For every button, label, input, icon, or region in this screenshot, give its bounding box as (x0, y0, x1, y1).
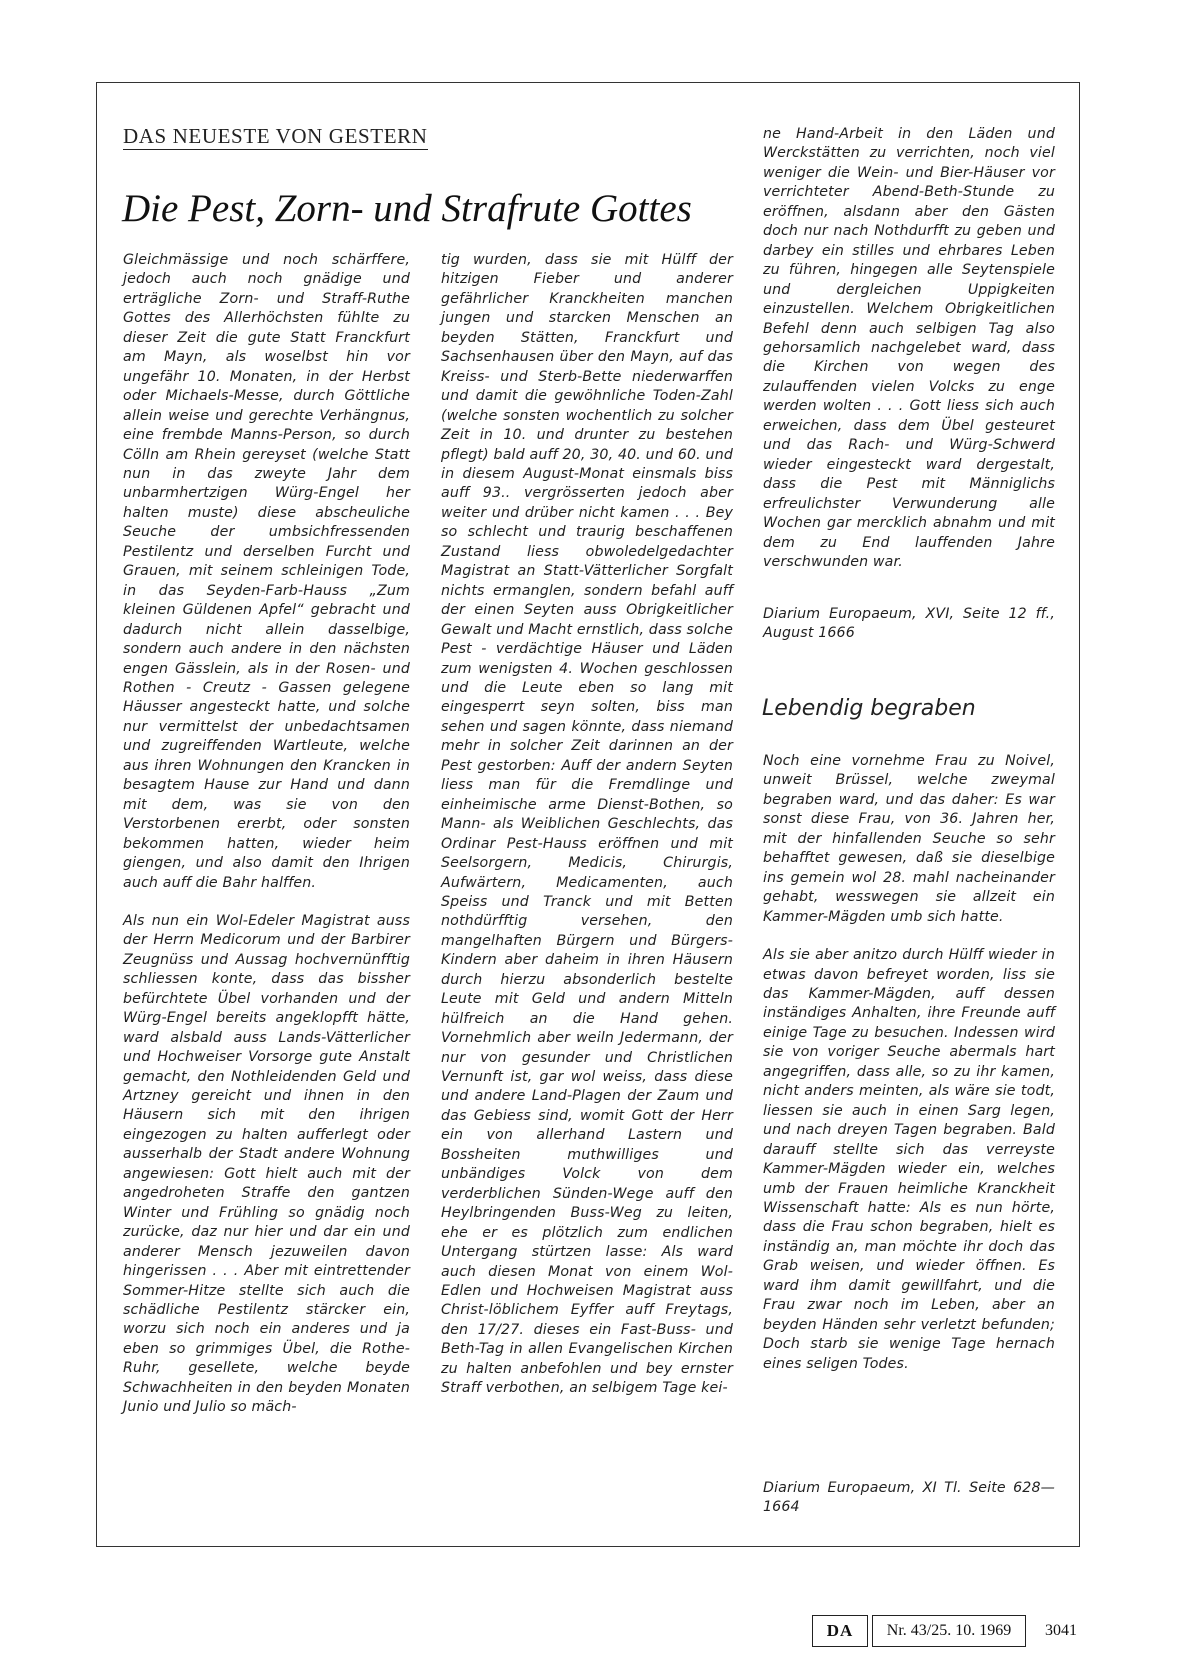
second-article-source: Diarium Europaeum, XI Tl. Seite 628—1664 (763, 1480, 1055, 1516)
second-article-body (763, 752, 1055, 1374)
page-number: 3041 (1045, 1622, 1077, 1639)
article-paragraph: Gleichmässige und noch schärffere, jedoch auch noch gnädige und erträgliche Zorn- und Straff-Ruthe Gottes des Allerhöchsten fühlte zu dieser Zeit die gute Statt Franckfurt am Mayn, als woselbst hin vor ungefähr 10. Monaten, in der Herbst oder Michaels-Messe, durch Göttliche allein weise und gerechte Verhängnus, eine frembde Manns-Person, so durch Cölln am Rhein gereyset (welche Statt nun in das zweyte Jahr dem unbarmhertzigen Würg-Engel her halten muste) diese abscheuliche Seuche der umbsichfressenden Pestilentz und derselben Furcht und Grauen, mit seinem schleinigen Tode, in das Seyden-Farb-Hauss „Zum kleinen Güldenen Apfel“ gebracht und dadurch nicht allein dasselbige, sondern auch andere in den nächsten engen Gässlein, als in der Rosen- und Rothen - Creutz - Gassen gelegene Häusser angesteckt hatte, und solche nur vermittelst der unbedachtsamen und zugreiffenden Wartleute, welche aus ihren Wohnungen den Krancken in besagtem Hause zur Hand und dann mit dem, was sie von den Verstorbenen ererbt, oder sonsten bekommen hatten, wieder heim giengen, und also damit den Ihrigen auch auff die Bahr halffen. (123, 252, 410, 891)
magazine-logo: DA (812, 1615, 868, 1647)
second-article-title: Lebendig begraben (762, 696, 976, 721)
article-paragraph: Noch eine vornehme Frau zu Noivel, unweit Brüssel, welche zweymal begraben ward, und das daher: Es war sonst diese Frau, von 36. Jahren her, mit der hinfallenden Seuche so sehr behafftet gewesen, daß sie dieselbige ins gemein wol 28. mahl nacheinander gehabt, wesswegen sie allzeit ein Kammer-Mägden umb sich hatte. (763, 753, 1055, 925)
article-column-3 (763, 125, 1055, 572)
article-column-2 (441, 251, 733, 1399)
article-paragraph: tig wurden, dass sie mit Hülff der hitzigen Fieber und anderer gefährlicher Kranckheiten manchen jungen und starcken Menschen an beyden Stätten, Franckfurt und Sachsenhausen über den Mayn, auf das Kreiss- und Sterb-Bette niederwarffen und damit die gewöhnliche Toden-Zahl (welche sonsten wochentlich zu solcher Zeit in 10. und drunter zu bestehen pflegt) bald auff 20, 30, 40. und 60. und in diesem August-Monat einsmals biss auff 93.. vergrösserten jedoch aber weiter und drüber nicht kamen . . . Bey so schlecht und traurig beschaffenen Zustand liess obwoledelgedachter Magistrat an Statt-Vätterlicher Sorgfalt nichts ermanglen, sondern befahl auff der einen Seyten auss Obrigkeitlicher Gewalt und Macht ernstlich, dass solche Pest - verdächtige Häuser und Läden zum wenigsten 4. Wochen geschlossen und die Leute eben so lang mit eingesperrt seyn solten, biss man sehen und sagen könnte, dass niemand mehr in solcher Zeit darinnen an der Pest gestorben: Auff der andern Seyten liess man für die Fremdlinge und einheimische arme Dienst-Bothen, so Mann- als Weiblichen Geschlechts, das Ordinar Pest-Hauss eröffnen und mit Seelsorgern, Medicis, Chirurgis, Aufwärtern, Medicamenten, auch Speiss und Tranck und mit Betten nothdürfftig versehen, den mangelhaften Bürgern und Bürgers-Kindern aber daheim in ihren Häusern durch hierzu absonderlich bestelte Leute mit Geld und andern Mitteln hülfreich an die Hand gehen. Vornehmlich aber weiln Jedermann, der nur von gesunder und Christlichen Vernunft ist, gar wol weiss, dass diese und andere Land-Plagen der Zaum und das Gebiess sind, womit Gott der Herr ein von allerhand Lastern und Bossheiten muthwilliges und unbändiges Volck von dem verderblichen Sünden-Wege auff den Heylbringenden Buss-Weg zu leiten, ehe er es plötzlich zum endlichen Untergang stürtzen lasse: Als ward auch diesen Monat von einem Wol-Edlen und Hochweisen Magistrat auss Christ-löblichem Eyffer auff Freytags, den 17/27. dieses ein Fast-Buss- und Beth-Tag in allen Evangelischen Kirchen zu halten anbefohlen und bey ernster Straff verbothen, an selbigem Tage kei- (441, 252, 733, 1397)
article-paragraph: Als nun ein Wol-Edeler Magistrat auss der Herrn Medicorum und der Barbirer Zeugnüss und Aussag hochvernünfftig schliessen konte, dass das bissher befürchtete Übel vorhanden und der Würg-Engel bereits angeklopfft hätte, ward alsbald auss Lands-Vätterlicher und Hochweiser Vorsorge gute Anstalt gemacht, den Nothleidenden Geld und Artzney gereicht und ihnen in den Häusern sich mit den ihrigen eingezogen zu halten aufferlegt oder ausserhalb der Stadt andere Wohnung angewiesen: Gott hielt auch mit der angedroheten Straffe den gantzen Winter und Frühling so gnädig noch zurücke, daz nur hier und dar ein und anderer Mensch jezuweilen davon hingerissen . . . Aber mit eintrettender Sommer-Hitze stellte sich auch die schädliche Pestilentz stärcker ein, worzu sich noch ein anderes und ja eben so grimmiges Übel, die Rothe-Ruhr, gesellete, welche beyde Schwachheiten in den beyden Monaten Junio und Julio so mäch- (123, 912, 410, 1416)
article-column-1 (123, 251, 410, 1418)
article-paragraph: ne Hand-Arbeit in den Läden und Werckstätten zu verrichten, noch viel weniger die Wein- und Bier-Häuser vor verrichteter Abend-Beth-Stunde zu eröffnen, alsdann aber den Gästen doch nur nach Nothdurfft zu geben und darbey ein stilles und ehrbares Leben zu führen, hingegen alle Seytenspiele und dergleichen Uppigkeiten einzustellen. Welchem Obrigkeitlichen Befehl denn auch selbigen Tag also gehorsamlich nachgelebet ward, dass die Kirchen von wegen des zulauffenden vielen Volcks zu enge werden wolten . . . Gott liess sich auch erweichen, dass dem Übel gesteuret und das Rach- und Würg-Schwerd wieder eingesteckt ward dergestalt, dass die Pest mit Männiglichs erfreulichster Verwunderung alle Wochen gar mercklich abnahm und mit dem zu End lauffenden Jahre verschwunden war. (763, 126, 1055, 570)
article-headline: Die Pest, Zorn- und Strafrute Gottes (122, 187, 692, 230)
article-source: Diarium Europaeum, XVI, Seite 12 ff., August 1666 (763, 606, 1055, 642)
section-kicker: DAS NEUESTE VON GESTERN (123, 124, 428, 148)
article-paragraph: Als sie aber anitzo durch Hülff wieder in etwas davon befreyet worden, liss sie das Kammer-Mägden, auff dessen inständiges Anhalten, ihre Freunde auff einige Tage zu besuchen. Indessen wird sie von voriger Seuche abermals hart angegriffen, dass alle, so zu ihr kamen, nicht anders meinten, als wäre sie todt, liessen sie auch in einen Sarg legen, und nach dreyen Tagen begraben. Bald darauff stellte sich das verreyste Kammer-Mägden wieder ein, welches umb der Frauen heimliche Kranckheit Wissenschaft hatte: Als es nun hörte, dass die Frau schon begraben, hielt es inständig an, man möchte ihr doch das Grab weisen, und wieder öffnen. Es ward ihm damit gewillfahrt, und die Frau zwar noch im Leben, aber an beyden Händen sehr verletzt befunden; Doch starb sie wenige Tage hernach eines seligen Todes. (763, 947, 1055, 1372)
issue-info: Nr. 43/25. 10. 1969 (872, 1615, 1026, 1647)
